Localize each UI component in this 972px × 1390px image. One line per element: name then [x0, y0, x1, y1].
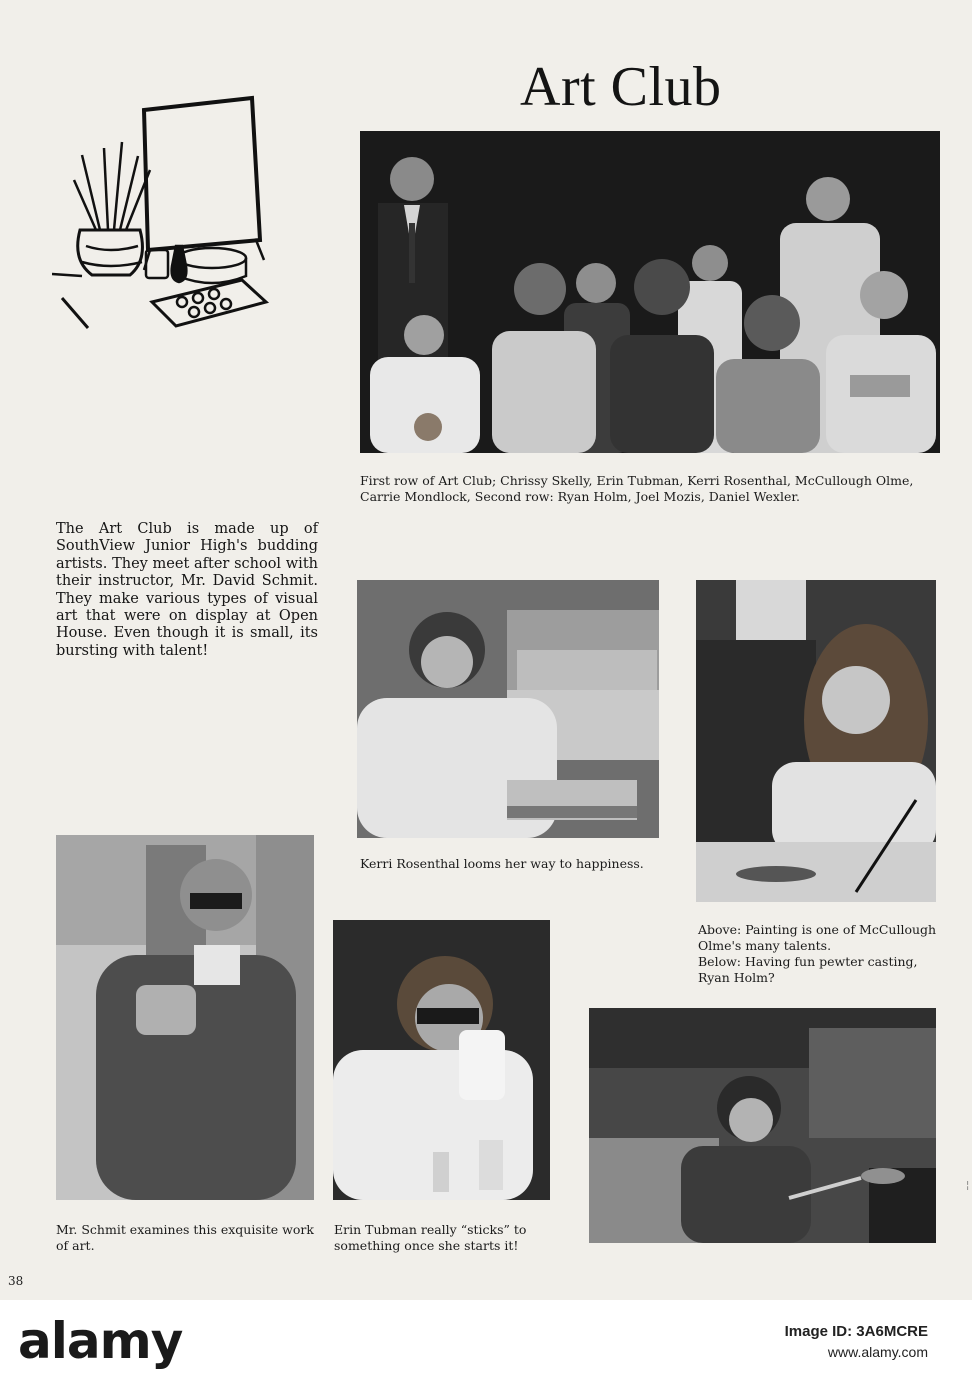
painting-photo-caption: [698, 922, 938, 986]
gluing-photo: [333, 920, 550, 1200]
painting-caption-above: Above: Painting is one of McCullough Olme's many talents.: [698, 922, 937, 953]
weaving-photo-caption: Kerri Rosenthal looms her way to happiness.: [360, 856, 644, 871]
stock-image-info: [785, 1322, 928, 1362]
alamy-logo: alamy: [18, 1312, 183, 1370]
teacher-photo-caption: Mr. Schmit examines this exquisite work of art.: [56, 1222, 314, 1253]
group-photo-caption: First row of Art Club; Chrissy Skelly, Erin Tubman, Kerri Rosenthal, McCullough Olme, Carrie Mondlock, Second row: Ryan Holm, Joel Mozis, Daniel Wexler.: [360, 473, 914, 504]
page-number: 38: [8, 1274, 24, 1288]
intro-paragraph: The Art Club is made up of SouthView Junior High's budding artists. They meet after school with their instructor, Mr. David Schmit. They make various types of visual art that were on display at Open House. Even though it is small, its bursting with talent!: [56, 521, 318, 659]
gluing-photo-caption: Erin Tubman really “sticks” to something once she starts it!: [334, 1222, 527, 1253]
weaving-photo: [357, 580, 659, 838]
group-photo: [360, 131, 940, 453]
page-title: Art Club: [520, 56, 722, 118]
page-edge-mark: ¦: [966, 1180, 970, 1191]
teacher-photo: [56, 835, 314, 1200]
pewter-caption-below: Below: Having fun pewter casting, Ryan Holm?: [698, 954, 918, 985]
stock-site-url: www.alamy.com: [827, 1344, 928, 1360]
pewter-photo: [589, 1008, 936, 1243]
stock-image-id: Image ID: 3A6MCRE: [784, 1323, 928, 1340]
painting-photo: [696, 580, 936, 902]
art-supplies-icon: [52, 70, 292, 330]
